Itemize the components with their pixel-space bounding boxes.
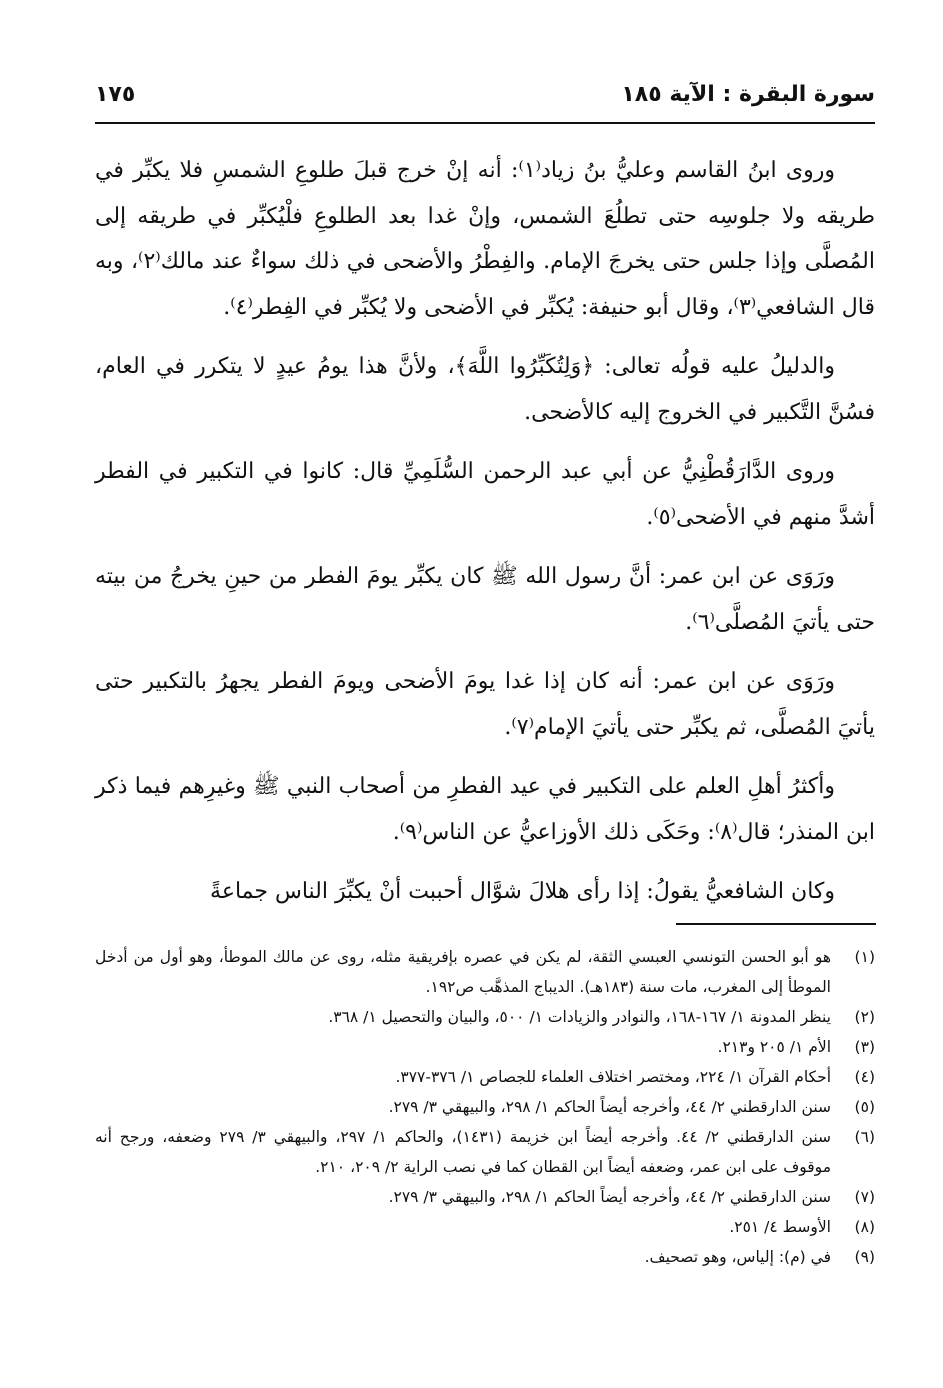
footnote-text: سنن الدارقطني ٢/ ٤٤. وأخرجه أيضاً ابن خزيمة (١٤٣١)، والحاكم ١/ ٢٩٧، والبيهقي ٣/ ٢٧٩ وضعفه، ورجح أنه موقوف على ابن عمر، وضعفه أيضاً ابن القطان كما في نصب الراية ٢/ ٢٠٩، ٢١٠.: [95, 1128, 831, 1176]
footnote-text: أحكام القرآن ١/ ٢٢٤، ومختصر اختلاف العلماء للجصاص ١/ ٣٧٦-٣٧٧.: [395, 1068, 831, 1086]
footnote-number: (٧): [854, 1188, 875, 1206]
footnote: [95, 1032, 875, 1062]
paragraph: ورَوَى عن ابن عمر: أنه كان إذا غدا يومَ الأضحى ويومَ الفطر يجهرُ بالتكبير حتى يأتيَ المُصلَّى، ثم يكبِّر حتى يأتيَ الإمام⁽٧⁾.: [95, 669, 875, 740]
footnote: [95, 1002, 875, 1032]
running-title: سورة البقرة : الآية ١٨٥: [621, 82, 875, 107]
footnote-text: الأوسط ٤/ ٢٥١.: [729, 1218, 831, 1236]
footnote-number: (٢): [854, 1008, 875, 1026]
footnote-number: (٨): [854, 1218, 875, 1236]
paragraph: وكان الشافعيُّ يقولُ: إذا رأى هلالَ شوَّال أحببت أنْ يكبِّرَ الناس جماعةً: [210, 879, 835, 904]
page-header: [95, 82, 875, 122]
footnote-text: الأم ١/ ٢٠٥ و٢١٣.: [717, 1038, 831, 1056]
footnote: [95, 1092, 875, 1122]
paragraph: وروى ابنُ القاسم وعليُّ بنُ زياد⁽١⁾: أنه إنْ خرج قبلَ طلوعِ الشمسِ فلا يكبِّر في طريقه ولا جلوسِه حتى تطلُعَ الشمس، وإنْ غدا بعد الطلوعِ فلْيُكبِّر في طريقه إلى المُصلَّى وإذا جلس حتى يخرجَ الإمام. والفِطْرُ والأضحى في ذلك سواءٌ عند مالك⁽٢⁾، وبه قال الشافعي⁽٣⁾، وقال أبو حنيفة: يُكبِّر في الأضحى ولا يُكبِّر في الفِطر⁽٤⁾.: [95, 158, 875, 320]
footnote-text: هو أبو الحسن التونسي العبسي الثقة، لم يكن في عصره بإفريقية مثله، روى عن مالك الموطأ، وهو أول من أدخل الموطأ إلى المغرب، مات سنة (١٨٣هـ). الديباج المذهَّب ص١٩٢.: [95, 948, 831, 996]
paragraph: ورَوَى عن ابن عمر: أنَّ رسول الله ﷺ كان يكبِّر يومَ الفطر من حينِ يخرجُ من بيته حتى يأتيَ المُصلَّى⁽٦⁾.: [95, 564, 875, 635]
footnote-text: في (م): إلياس، وهو تصحيف.: [644, 1248, 831, 1266]
footnote: [95, 1212, 875, 1242]
footnote-number: (١): [854, 948, 875, 966]
header-rule: [95, 122, 875, 124]
footnote-number: (٤): [854, 1068, 875, 1086]
footnote-text: ينظر المدونة ١/ ١٦٧-١٦٨، والنوادر والزيادات ١/ ٥٠٠، والبيان والتحصيل ١/ ٣٦٨.: [328, 1008, 831, 1026]
paragraph: والدليلُ عليه قولُه تعالى: ﴿وَلِتُكَبِّرُوا اللَّهَ﴾، ولأنَّ هذا يومُ عيدٍ لا يتكرر في العام، فسُنَّ التَّكبير في الخروج إليه كالأضحى.: [95, 354, 875, 425]
footnote-number: (٣): [854, 1038, 875, 1056]
footnote-number: (٥): [854, 1098, 875, 1116]
footnote: [95, 1242, 875, 1272]
page-number: ١٧٥: [95, 82, 136, 107]
footnote-number: (٦): [854, 1128, 875, 1146]
footnote: [95, 1062, 875, 1092]
paragraph: وروى الدَّارَقُطْنِيُّ عن أبي عبد الرحمن السُّلَمِيِّ قال: كانوا في التكبير في الفطر أشدَّ منهم في الأضحى⁽٥⁾.: [95, 459, 875, 530]
footnote-number: (٩): [854, 1248, 875, 1266]
footnote: [95, 1122, 875, 1182]
footnote-text: سنن الدارقطني ٢/ ٤٤، وأخرجه أيضاً الحاكم ١/ ٢٩٨، والبيهقي ٣/ ٢٧٩.: [388, 1098, 831, 1116]
footnote: [95, 942, 875, 1002]
footnote-separator: [676, 923, 876, 925]
footnote-text: سنن الدارقطني ٢/ ٤٤، وأخرجه أيضاً الحاكم ١/ ٢٩٨، والبيهقي ٣/ ٢٧٩.: [388, 1188, 831, 1206]
main-text: [95, 148, 875, 929]
footnotes: [95, 942, 875, 1272]
paragraph: وأكثرُ أهلِ العلم على التكبير في عيد الفطرِ من أصحاب النبي ﷺ وغيرِهم فيما ذكر ابن المنذر؛ قال⁽٨⁾: وحَكَى ذلك الأوزاعيُّ عن الناس⁽٩⁾.: [95, 774, 875, 845]
footnote: [95, 1182, 875, 1212]
